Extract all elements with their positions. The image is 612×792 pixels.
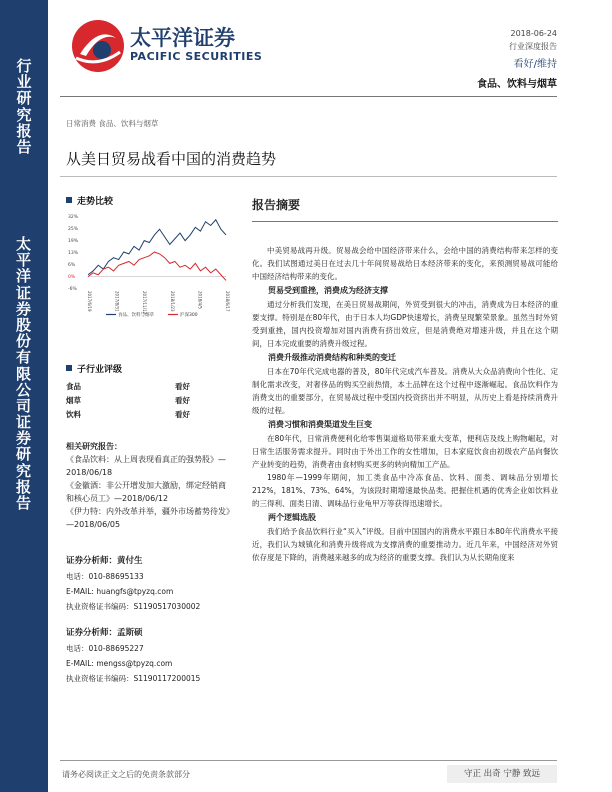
analyst-email[interactable]: E-MAIL: huangfs@tpyzq.com [66,587,174,596]
x-tick-label: 2017/11/12 [142,291,148,315]
report-meta [477,29,557,90]
sub-rating-heading [66,362,230,375]
industry-name: 食品、饮料与烟草 [477,79,557,90]
sub-industry-rating: 看好 [175,382,190,391]
related-report-link[interactable]: 《伊力特：内外改革并举，疆外市场蓄势待发》—2018/06/05 [66,507,230,529]
bullet-square-icon [66,197,72,203]
footer-disclaimer: 请务必阅读正文之后的免责条款部分 [62,770,190,779]
table-row [66,380,230,394]
related-report-link[interactable]: 《食品饮料：从上周表现看真正的强势股》—2018/06/18 [66,455,226,477]
analyst-name: 证券分析师：黄付生 [66,556,143,566]
analyst-phone: 电话：010-88695227 [66,644,144,653]
y-tick-label: -6% [68,287,77,292]
x-tick-label: 2018/1/23 [169,291,175,312]
page-title: 从美日贸易战看中国的消费趋势 [66,150,277,168]
sub-industry-rating: 看好 [175,396,190,405]
industry-rating: 看好/维持 [513,59,557,70]
summary-paragraph: 1980年—1999年期间，加工类食品中冷冻食品、饮料、面类、调味品分别增长212%，181%、73%、64%，为该段时期增速最快品类。把握住机遇的优秀企业如饮料业的三得利、面类日清、调味品行业龟甲万等获得迅速增长。 [252,473,558,508]
related-report-link[interactable]: 《金徽酒：非公开增发加大激励，绑定经销商和核心员工》—2018/06/12 [66,481,226,503]
analyst-license: 执业资格证书编码：S1190517030002 [66,602,201,611]
report-type: 行业深度报告 [509,42,557,51]
analyst-card [66,626,230,686]
sub-industry-name: 食品 [66,382,81,391]
x-tick-label: 2017/6/19 [87,291,92,312]
logo-english-name: PACIFIC SECURITIES [130,50,263,63]
summary-subheading: 贸易受到重挫，消费成为经济支撑 [268,286,388,295]
summary-subheading: 消费习惯和消费渠道发生巨变 [268,420,372,429]
analyst-license: 执业资格证书编码：S1190117200015 [66,674,201,683]
sub-rating-table [66,380,230,422]
sub-rating-heading-text: 子行业评级 [77,365,123,375]
footer-motto: 守正 出奇 宁静 致远 [447,765,557,783]
sub-industry-name: 饮料 [66,410,81,419]
report-category-vertical: 行业研究报告 [16,57,32,156]
sub-industry-rating: 看好 [175,410,190,419]
summary-heading: 报告摘要 [252,198,301,212]
logo-emblem-icon [70,18,126,74]
y-tick-label: 13% [68,251,79,256]
analyst-name: 证券分析师：孟斯硕 [66,628,143,638]
summary-subheading: 两个逻辑选股 [268,513,316,522]
y-tick-label: 19% [68,239,79,244]
summary-paragraph: 日本在70年代完成电器的普及，80年代完成汽车普及。消费从大众品消费向个性化、定制化需求改变，对奢侈品的购买空前热情，本土品牌在这个过程中逐渐崛起。食品饮料作为消费支出的重要部分，在贸易战过程中受国内投资挤出并不明显，从历史上看是持续消费升级的过程。 [252,367,558,415]
series-line-csi300 [88,252,226,280]
y-tick-label: 0% [68,275,76,280]
x-tick-label: 2018/6/17 [225,291,230,312]
legend-label: 食品、饮料与烟草 [118,313,154,318]
header-divider [60,96,557,97]
y-tick-label: 32% [68,215,79,220]
series-line-food-beverage [88,220,226,275]
report-date: 2018-06-24 [510,29,557,38]
summary-paragraph: 通过分析我们发现，在美日贸易战期间，外贸受到很大的冲击，消费成为日本经济的重要支撑。特别是在80年代，由于日本人均GDP快速增长，消费呈现繁荣景象。虽然当时外贸受到重挫，国内投资增加对国内消费有挤出效应，但是消费绝对增速升级，并且在这个期间，日本完成重要的消费升级过程。 [252,300,558,348]
y-tick-label: 25% [68,227,79,232]
summary-paragraph: 中美贸易战再升级。贸易战会给中国经济带来什么，会给中国的消费结构带来怎样的变化。我们试图通过美日在过去几十年间贸易战给日本经济带来的变化，来预测贸易战可能给中国经济结构带来的变化。 [252,246,558,281]
related-reports-heading: 相关研究报告： [66,442,122,451]
analyst-card [66,554,230,614]
summary-subheading: 消费升级推动消费结构和种类的变迁 [268,353,396,362]
company-logo [70,18,280,90]
related-reports [66,440,230,531]
company-vertical: 太平洋证券股份有限公司证券研究报告 [15,235,32,512]
sidebar [0,0,48,792]
legend-label: 沪深300 [180,313,198,318]
table-row [66,408,230,422]
summary-paragraph: 我们给予食品饮料行业“买入”评级。目前中国国内的消费水平跟日本80年代消费水平接近，我们认为城镇化和消费升级将成为支撑消费的重要推动力。近几年来，中国经济对外贸依存度是下降的，消费越来越多的成为经济的重要支撑。我们认为从长期角度来 [252,527,558,562]
analyst-phone: 电话：010-88695133 [66,572,144,581]
sub-industry-name: 烟草 [66,396,81,405]
y-tick-label: 6% [68,263,76,268]
table-row [66,394,230,408]
summary-paragraph: 在80年代，日常消费便利化给零售渠道格局带来重大变革，便利店及线上购物崛起，对日常生活服务需求提升。同时由于外出工作的女性增加，日本家庭饮食由初级农产品向餐饮产业转变的趋势，消费者由食材购买更多的转向精加工产品。 [252,434,558,469]
logo-chinese-name: 太平洋证券 [130,25,235,50]
bullet-square-icon [66,365,72,371]
trend-heading-text: 走势比较 [77,197,114,207]
trend-chart [66,212,230,322]
x-tick-label: 2017/8/31 [114,291,120,312]
page-footer [60,760,557,779]
trend-heading [66,194,113,207]
analyst-email[interactable]: E-MAIL: mengss@tpyzq.com [66,659,173,668]
report-summary [252,196,558,564]
title-divider [60,176,557,177]
x-tick-label: 2018/4/5 [197,291,203,309]
breadcrumb: 日常消费 食品、饮料与烟草 [66,119,159,128]
